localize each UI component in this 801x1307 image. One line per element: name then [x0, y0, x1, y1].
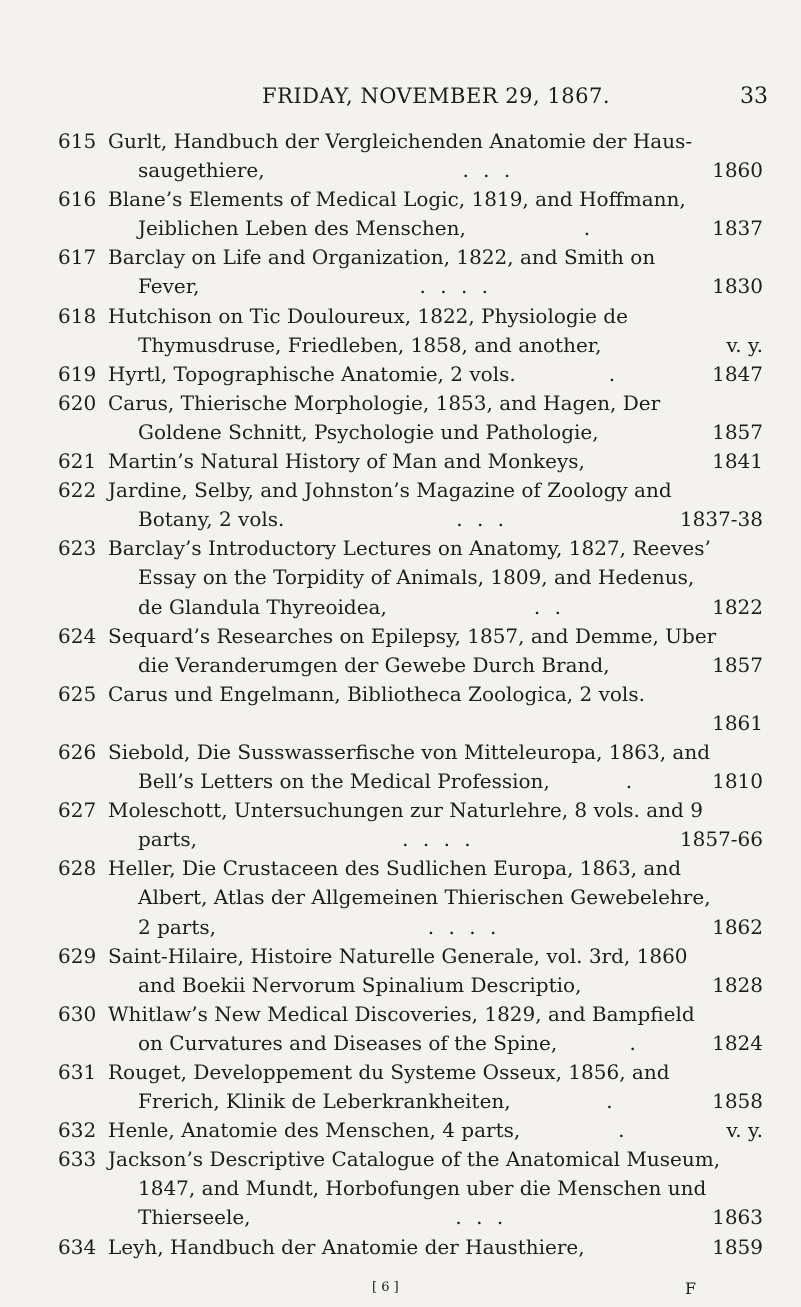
catalogue-entry — [58, 534, 763, 621]
entry-text-line — [108, 593, 763, 622]
leader-dots — [599, 418, 712, 447]
page-header — [0, 84, 801, 114]
entry-date: 1862 — [712, 914, 763, 939]
lot-number: 628 — [58, 856, 97, 881]
lot-number: 632 — [58, 1118, 97, 1143]
entry-text: Frerich, Klinik de Leberkrankheiten, — [138, 1089, 511, 1114]
leader-dots: . . . . — [402, 827, 475, 852]
entry-date: 1860 — [712, 158, 763, 183]
entry-date: v. y. — [726, 1118, 763, 1143]
entry-text: Carus und Engelmann, Bibliotheca Zoologica, 2 vols. — [108, 681, 645, 706]
catalogue-entry — [58, 1145, 763, 1232]
lot-number: 615 — [58, 129, 97, 153]
catalogue-entry — [58, 302, 763, 360]
entry-date: 1810 — [712, 769, 763, 794]
entry-date: 1857 — [712, 652, 763, 677]
entry-date: 1857-66 — [679, 827, 763, 852]
entry-text: Fever, — [138, 274, 200, 299]
leader-dots — [585, 447, 712, 476]
entry-text-line — [108, 854, 763, 883]
lot-number: 621 — [58, 449, 97, 474]
entry-text-line — [108, 651, 763, 680]
entry-text-line — [108, 156, 763, 185]
entry-text-line — [108, 1174, 763, 1203]
catalogue-entry — [58, 1058, 763, 1116]
entry-text: Bell’s Letters on the Medical Profession, — [138, 769, 550, 794]
entry-text-line — [108, 622, 763, 651]
entry-text: on Curvatures and Diseases of the Spine, — [138, 1030, 558, 1055]
lot-number: 617 — [58, 245, 97, 270]
entry-text: Saint-Hilaire, Histoire Naturelle Generale, vol. 3rd, 1860 — [108, 943, 688, 968]
entry-text: 1847, and Mundt, Horbofungen uber die Menschen und — [138, 1176, 707, 1201]
lot-number: 622 — [58, 478, 97, 503]
lot-number: 619 — [58, 361, 97, 386]
entry-text: Jeiblichen Leben des Menschen, — [138, 216, 466, 241]
catalogue-entry — [58, 622, 763, 680]
leader-dots — [602, 331, 727, 360]
entry-date: 1828 — [712, 972, 763, 997]
entry-text: Jackson’s Descriptive Catalogue of the Anatomical Museum, — [108, 1147, 721, 1172]
leader-dots — [610, 651, 713, 680]
entry-text-line — [108, 389, 763, 418]
entry-text: parts, — [138, 827, 197, 852]
entry-text: Sequard’s Researches on Epilepsy, 1857, and Demme, Uber — [108, 623, 717, 648]
lot-number: 625 — [58, 681, 97, 706]
entry-text-line — [108, 272, 763, 301]
entry-text: Martin’s Natural History of Man and Monkeys, — [108, 449, 585, 474]
entry-text: Barclay’s Introductory Lectures on Anatomy, 1827, Reeves’ — [108, 536, 711, 561]
entry-text: Siebold, Die Susswasserfische von Mitteleuropa, 1863, and — [108, 739, 711, 764]
catalogue-entry — [58, 185, 763, 243]
catalogue-entry — [58, 1233, 763, 1262]
lot-number: 633 — [58, 1147, 97, 1172]
printer-signature: [ 6 ] — [372, 1280, 399, 1295]
entry-text: Rouget, Developpement du Systeme Osseux, 1856, and — [108, 1060, 670, 1084]
entry-text-line — [108, 1029, 763, 1058]
entry-text: die Veranderumgen der Gewebe Durch Brand, — [138, 652, 610, 677]
leader-dots: . . . — [455, 1205, 508, 1230]
entry-text-line — [108, 1087, 763, 1116]
entry-text: Moleschott, Untersuchungen zur Naturlehre, 8 vols. and 9 — [108, 798, 703, 823]
entry-text: Henle, Anatomie des Menschen, 4 parts, — [108, 1118, 521, 1143]
entry-text-line — [108, 302, 763, 331]
page-footer — [0, 1280, 801, 1304]
leader-dots: . . . . — [427, 914, 501, 939]
page-number: 33 — [740, 84, 768, 109]
catalogue-entry — [58, 360, 763, 389]
entry-text-line — [108, 738, 763, 767]
entry-text-line — [108, 214, 763, 243]
entry-text: Heller, Die Crustaceen des Sudlichen Europa, 1863, and — [108, 856, 682, 881]
entry-text: Barclay on Life and Organization, 1822, and Smith on — [108, 245, 656, 270]
entry-date: 1863 — [712, 1205, 763, 1230]
entry-text-line — [108, 1145, 763, 1174]
entry-text: Carus, Thierische Morphologie, 1853, and Hagen, Der — [108, 390, 661, 415]
entry-text: Whitlaw’s New Medical Discoveries, 1829, and Bampfield — [108, 1001, 695, 1026]
entry-text-line — [108, 971, 763, 1000]
lot-number: 618 — [58, 303, 97, 328]
entry-text: Jardine, Selby, and Johnston’s Magazine of Zoology and — [108, 478, 672, 503]
entry-text-line — [108, 447, 763, 476]
entry-text-line — [108, 767, 763, 796]
leader-dots: . — [625, 769, 637, 794]
catalogue-entry — [58, 1116, 763, 1145]
leader-dots: . — [583, 216, 595, 241]
catalogue-entry — [58, 389, 763, 447]
entry-date: 1841 — [712, 449, 763, 474]
entry-date: 1822 — [712, 594, 763, 619]
entry-date: 1837-38 — [679, 507, 763, 532]
entry-text: Botany, 2 vols. — [138, 507, 285, 532]
entry-text-line — [108, 331, 763, 360]
leader-dots: . — [629, 1030, 640, 1055]
entry-text: 2 parts, — [138, 914, 217, 939]
entry-date: 1859 — [712, 1234, 763, 1259]
catalogue-entry — [58, 1000, 763, 1058]
entry-text-line — [108, 563, 763, 592]
leader-dots: . . — [533, 594, 565, 619]
lot-number: 626 — [58, 739, 97, 764]
leader-dots — [581, 971, 712, 1000]
catalogue-entry — [58, 942, 763, 1000]
lot-number: 634 — [58, 1234, 97, 1259]
catalogue-entry — [58, 680, 763, 738]
catalogue-entries — [58, 127, 763, 1262]
signature-letter: F — [685, 1279, 697, 1298]
leader-dots: . . . . — [419, 274, 493, 299]
catalogue-entry — [58, 476, 763, 534]
lot-number: 631 — [58, 1060, 97, 1084]
entry-date: v. y. — [726, 332, 763, 357]
entry-text: Essay on the Torpidity of Animals, 1809, and Hedenus, — [138, 565, 695, 590]
entry-text: Hyrtl, Topographische Anatomie, 2 vols. — [108, 361, 516, 386]
lot-number: 616 — [58, 187, 97, 212]
entry-date: 1857 — [712, 419, 763, 444]
lot-number: 624 — [58, 623, 97, 648]
entry-date: 1837 — [712, 216, 763, 241]
entry-date: 1858 — [712, 1089, 763, 1114]
entry-text-line — [108, 476, 763, 505]
lot-number: 623 — [58, 536, 97, 561]
entry-text-line — [108, 360, 763, 389]
lot-number: 620 — [58, 390, 97, 415]
entry-text: de Glandula Thyreoidea, — [138, 594, 387, 619]
leader-dots: . — [618, 1118, 629, 1143]
entry-text-line — [108, 883, 763, 912]
entry-date: 1824 — [712, 1030, 763, 1055]
entry-text: and Boekii Nervorum Spinalium Descriptio, — [138, 972, 582, 997]
entry-text-line — [108, 505, 763, 534]
entry-text-line — [108, 680, 763, 709]
entry-text: Gurlt, Handbuch der Vergleichenden Anatomie der Haus- — [108, 129, 693, 153]
catalogue-entry — [58, 243, 763, 301]
entry-text-line — [108, 185, 763, 214]
entry-text-line — [108, 418, 763, 447]
entry-text: Thymusdruse, Friedleben, 1858, and another, — [138, 332, 602, 357]
entry-text-line — [108, 1116, 763, 1145]
lot-number: 627 — [58, 798, 97, 823]
entry-date: 1830 — [712, 274, 763, 299]
entry-text-line — [108, 796, 763, 825]
catalogue-entry — [58, 738, 763, 796]
header-title: FRIDAY, NOVEMBER 29, 1867. — [262, 84, 610, 108]
catalogue-entry — [58, 854, 763, 941]
entry-date: 1861 — [712, 710, 763, 735]
entry-text: Goldene Schnitt, Psychologie und Pathologie, — [138, 419, 599, 444]
leader-dots: . — [606, 1089, 617, 1114]
entry-text-line — [108, 1000, 763, 1029]
leader-dots: . — [608, 361, 620, 386]
catalogue-entry — [58, 447, 763, 476]
entry-text-line — [108, 127, 763, 156]
entry-text: Hutchison on Tic Douloureux, 1822, Physiologie de — [108, 303, 628, 328]
entry-text: Leyh, Handbuch der Anatomie der Hausthiere, — [108, 1234, 585, 1259]
entry-text: saugethiere, — [138, 158, 265, 183]
entry-text-line — [108, 243, 763, 272]
entry-date: 1847 — [712, 361, 763, 386]
entry-text-line — [108, 942, 763, 971]
entry-text: Thierseele, — [138, 1205, 251, 1230]
catalogue-entry — [58, 127, 763, 185]
entry-text-line — [108, 1058, 763, 1087]
entry-text-line — [108, 913, 763, 942]
entry-text-line — [108, 534, 763, 563]
leader-dots: . . . — [456, 507, 509, 532]
catalogue-entry — [58, 796, 763, 854]
lot-number: 630 — [58, 1001, 97, 1026]
entry-text: Blane’s Elements of Medical Logic, 1819, and Hoffmann, — [108, 187, 686, 212]
entry-text-line — [108, 1203, 763, 1232]
leader-dots — [585, 1233, 713, 1262]
entry-text: Albert, Atlas der Allgemeinen Thierischen Gewebelehre, — [138, 885, 711, 910]
leader-dots: . . . — [462, 158, 515, 183]
lot-number: 629 — [58, 943, 97, 968]
entry-text-line — [108, 825, 763, 854]
entry-text-line — [108, 1233, 763, 1262]
